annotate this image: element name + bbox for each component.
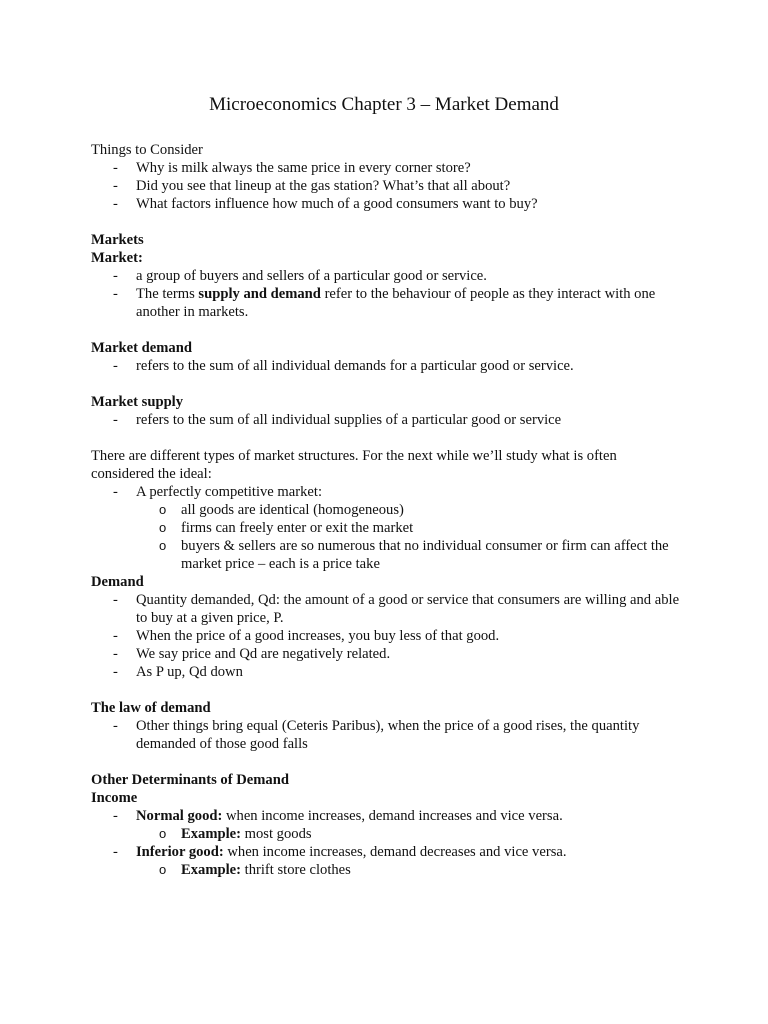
circle-marker: o bbox=[159, 502, 167, 517]
list-item-text-pre: The terms bbox=[136, 286, 199, 302]
things-list bbox=[91, 159, 681, 213]
sublist-item bbox=[136, 861, 681, 879]
dash-marker: - bbox=[113, 160, 118, 176]
dash-marker: - bbox=[113, 178, 118, 194]
income-list bbox=[91, 807, 681, 825]
list-item-text: Other things bring equal (Ceteris Paribus), when the price of a good rises, the quantity demanded of those good falls bbox=[136, 718, 640, 752]
other-determinants-heading: Other Determinants of Demand bbox=[91, 772, 289, 788]
dash-marker: - bbox=[113, 592, 118, 608]
markets-heading: Markets bbox=[91, 232, 144, 248]
dash-marker: - bbox=[113, 358, 118, 374]
circle-marker: o bbox=[159, 826, 167, 841]
structures-sublist bbox=[91, 501, 681, 573]
list-item bbox=[91, 627, 681, 645]
market-demand-heading: Market demand bbox=[91, 340, 192, 356]
list-item bbox=[91, 717, 681, 753]
list-item bbox=[91, 483, 681, 501]
list-item bbox=[91, 591, 681, 627]
normal-good-text: when income increases, demand increases and vice versa. bbox=[222, 808, 563, 824]
list-item-text: When the price of a good increases, you buy less of that good. bbox=[136, 628, 500, 644]
normal-example-list bbox=[91, 825, 681, 843]
structures-list bbox=[91, 483, 681, 501]
list-item-text: We say price and Qd are negatively related. bbox=[136, 646, 391, 662]
inferior-list bbox=[91, 843, 681, 861]
inferior-good-label: Inferior good: bbox=[136, 844, 224, 860]
list-item bbox=[91, 267, 681, 285]
market-supply-heading: Market supply bbox=[91, 394, 184, 410]
sublist-item bbox=[136, 501, 681, 519]
document-body bbox=[91, 141, 681, 879]
list-item bbox=[91, 357, 681, 375]
dash-marker: - bbox=[113, 718, 118, 734]
list-item-text: Did you see that lineup at the gas station? What’s that all about? bbox=[136, 178, 511, 194]
dash-marker: - bbox=[113, 646, 118, 662]
dash-marker: - bbox=[113, 628, 118, 644]
example-text: thrift store clothes bbox=[241, 862, 351, 878]
market-supply-list bbox=[91, 411, 681, 429]
demand-heading: Demand bbox=[91, 574, 144, 590]
dash-marker: - bbox=[113, 268, 118, 284]
market-subheading: Market: bbox=[91, 250, 143, 266]
dash-marker: - bbox=[113, 844, 118, 860]
page-title: Microeconomics Chapter 3 – Market Demand bbox=[209, 94, 559, 115]
sublist-item bbox=[136, 537, 681, 573]
sublist-item-text: all goods are identical (homogeneous) bbox=[181, 502, 404, 518]
sublist-item bbox=[136, 825, 681, 843]
list-item-text: refers to the sum of all individual supplies of a particular good or service bbox=[136, 412, 562, 428]
sublist-item bbox=[136, 519, 681, 537]
list-item-text-post: refer to the behaviour of people as they interact with one another in markets. bbox=[136, 286, 656, 320]
list-item-text: As P up, Qd down bbox=[136, 664, 243, 680]
circle-marker: o bbox=[159, 520, 167, 535]
dash-marker: - bbox=[113, 286, 118, 302]
inferior-good-text: when income increases, demand decreases and vice versa. bbox=[223, 844, 567, 860]
example-label: Example: bbox=[181, 826, 241, 842]
dash-marker: - bbox=[113, 808, 118, 824]
law-list bbox=[91, 717, 681, 753]
sublist-item-text: firms can freely enter or exit the market bbox=[181, 520, 414, 536]
list-item-text: Why is milk always the same price in every corner store? bbox=[136, 160, 471, 176]
inferior-example-list bbox=[91, 861, 681, 879]
list-item bbox=[91, 807, 681, 825]
things-heading: Things to Consider bbox=[91, 142, 203, 158]
list-item-text: What factors influence how much of a good consumers want to buy? bbox=[136, 196, 538, 212]
dash-marker: - bbox=[113, 664, 118, 680]
market-list bbox=[91, 267, 681, 321]
list-item bbox=[91, 843, 681, 861]
dash-marker: - bbox=[113, 196, 118, 212]
list-item-text: A perfectly competitive market: bbox=[136, 484, 322, 500]
normal-good-label: Normal good: bbox=[136, 808, 223, 824]
list-item-text: Quantity demanded, Qd: the amount of a good or service that consumers are willing and able to buy at a given price, P. bbox=[136, 592, 680, 626]
list-item-text: a group of buyers and sellers of a particular good or service. bbox=[136, 268, 487, 284]
list-item bbox=[91, 285, 681, 321]
list-item bbox=[91, 411, 681, 429]
dash-marker: - bbox=[113, 484, 118, 500]
list-item-text: refers to the sum of all individual demands for a particular good or service. bbox=[136, 358, 574, 374]
example-text: most goods bbox=[241, 826, 312, 842]
list-item bbox=[91, 159, 681, 177]
list-item bbox=[91, 177, 681, 195]
structures-intro: There are different types of market structures. For the next while we’ll study what is often considered the ideal: bbox=[91, 448, 617, 482]
law-of-demand-heading: The law of demand bbox=[91, 700, 211, 716]
example-label: Example: bbox=[181, 862, 241, 878]
dash-marker: - bbox=[113, 412, 118, 428]
market-demand-list bbox=[91, 357, 681, 375]
income-subheading: Income bbox=[91, 790, 138, 806]
demand-list bbox=[91, 591, 681, 681]
supply-demand-term: supply and demand bbox=[198, 286, 321, 302]
sublist-item-text: buyers & sellers are so numerous that no individual consumer or firm can affect the market price – each is a price take bbox=[181, 538, 669, 572]
list-item bbox=[91, 195, 681, 213]
list-item bbox=[91, 645, 681, 663]
list-item bbox=[91, 663, 681, 681]
circle-marker: o bbox=[159, 862, 167, 877]
circle-marker: o bbox=[159, 538, 167, 553]
